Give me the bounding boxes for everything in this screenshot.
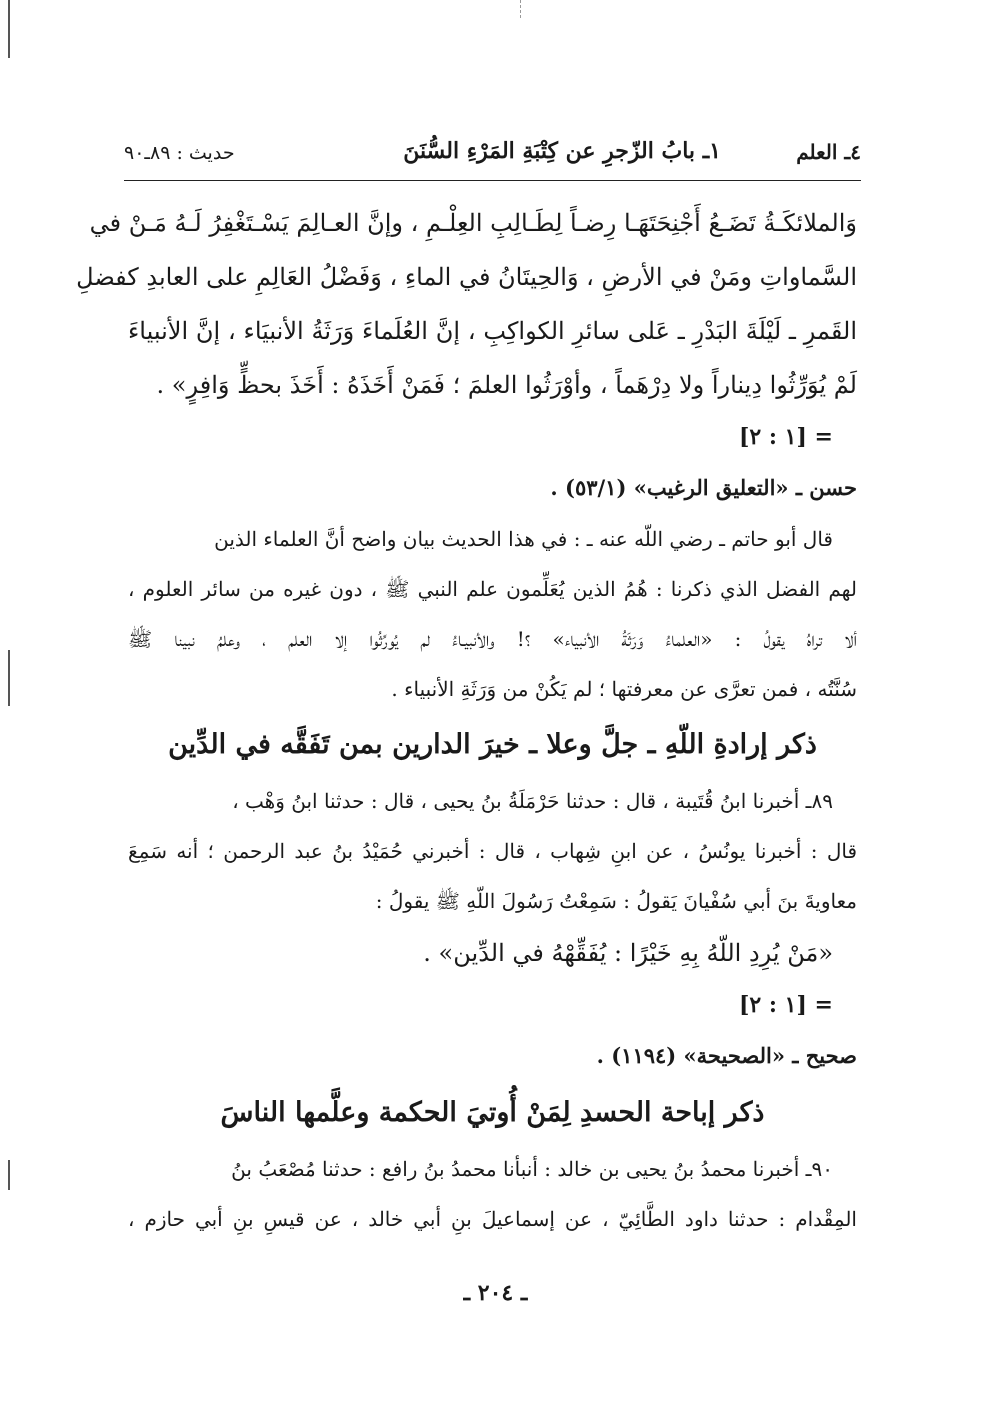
scan-top-mark [520,0,522,18]
chapter-title: ٤ـ العلم [796,140,861,164]
isnad-line: معاويةَ بنَ أبي سُفْيانَ يَقولُ : سَمِعْتُ رَسُولَ اللّهِ ﷺ يقولُ : [375,889,857,913]
scan-edge-mark [8,1160,10,1190]
commentary-line: ألا تراهُ يقولُ : «العلماءُ وَرَثَةُ الأنبياء» ؟! والأنبيـاءُ لم يُورِّثُوا إلا العلم ، وعلمُ نبينا ﷺ [128,627,857,651]
hadith-grade: حسن ـ «التعليق الرغيب» (٥٣/١) . [550,475,857,500]
page-number: ـ ٢٠٤ ـ [463,1280,528,1306]
hadith-range: حديث : ٨٩ـ٩٠ [124,142,235,164]
text-line: وَالملائكَـةُ تَضَـعُ أَجْنِحَتَهَـا رِضـاً لِطَـالِبِ العِلْـمِ ، وإنَّ العـالِمَ يَسْـتَغْفِرُ لَـهُ مَـنْ في [89,209,857,237]
scan-edge-mark [8,0,10,58]
text-line: السَّماواتِ ومَنْ في الأرضِ ، وَالحِيتَانُ في الماءِ ، وَفَضْلُ العَالِمِ على العابدِ كفضلِ [76,263,857,291]
isnad-line: ٩٠ـ أخبرنا محمدُ بنُ يحيى بن خالد : أنبأنا محمدُ بنُ رافع : حدثنا مُصْعَبُ بنُ [231,1157,833,1181]
header-divider [124,180,861,181]
section-title: ١ـ بابُ الزّجرِ عن كِتْبَةِ المَرْءِ السُّنَنَ [403,138,721,164]
section-heading: ذكر إباحة الحسدِ لِمَنْ أُوتيَ الحكمة وعلَّمها الناسَ [220,1097,765,1128]
isnad-line: المِقْدام : حدثنا داود الطَّائِيّ ، عن إسماعيلَ بنِ أبي خالد ، عن قيسِ بنِ أبي حازم ، [128,1207,857,1231]
cross-reference: = [١ : ٢] [738,424,833,450]
hadith-text: «مَنْ يُرِدِ اللّهُ بِهِ خَيْرًا : يُفَقِّهْهُ في الدِّين» . [423,939,833,967]
isnad-line: قال : أخبرنا يونُسُ ، عن ابنِ شِهاب ، قال : أخبرني حُمَيْدُ بنُ عبد الرحمن ؛ أنه سَمِعَ [128,839,858,863]
section-heading: ذكر إرادةِ اللّهِ ـ جلَّ وعلا ـ خيرَ الدارين بمن تَفَقَّه في الدِّين [168,729,817,760]
running-header [124,140,861,176]
commentary-line: سُنَّتُه ، فمن تعرَّى عن معرفتها ؛ لم يَكُنْ من وَرَثَةِ الأنبياء . [391,677,857,701]
commentary-line: لهم الفضل الذي ذكرنا : هُمُ الذين يُعَلِّمون علم النبي ﷺ ، دون غيره من سائر العلوم ، [128,577,857,601]
commentary-line: قال أبو حاتم ـ رضي اللّه عنه ـ : في هذا الحديث بيان واضح أنَّ العلماء الذين [214,527,833,551]
page-body [76,196,858,1244]
isnad-line: ٨٩ـ أخبرنا ابنُ قُتَيبة ، قال : حدثنا حَرْمَلَةُ بنُ يحيى ، قال : حدثنا ابنُ وَهْب ، [232,789,833,813]
cross-reference: = [١ : ٢] [738,992,833,1018]
scan-edge-mark [8,650,10,706]
text-line: لَمْ يُوَرِّثُوا دِيناراً ولا دِرْهَماً ، وأوْرَثُوا العلمَ ؛ فَمَنْ أَخَذَهُ : أَخَذَ بحظٍّ وَافِرٍ» . [156,371,857,399]
text-line: القَمرِ ـ لَيْلَةَ البَدْرِ ـ عَلى سائرِ الكواكِبِ ، إنَّ العُلَماءَ وَرَثَةُ الأنبيَاء ، إنَّ الأنبياءَ [128,317,857,345]
hadith-grade: صحيح ـ «الصحيحة» (١١٩٤) . [596,1043,857,1068]
